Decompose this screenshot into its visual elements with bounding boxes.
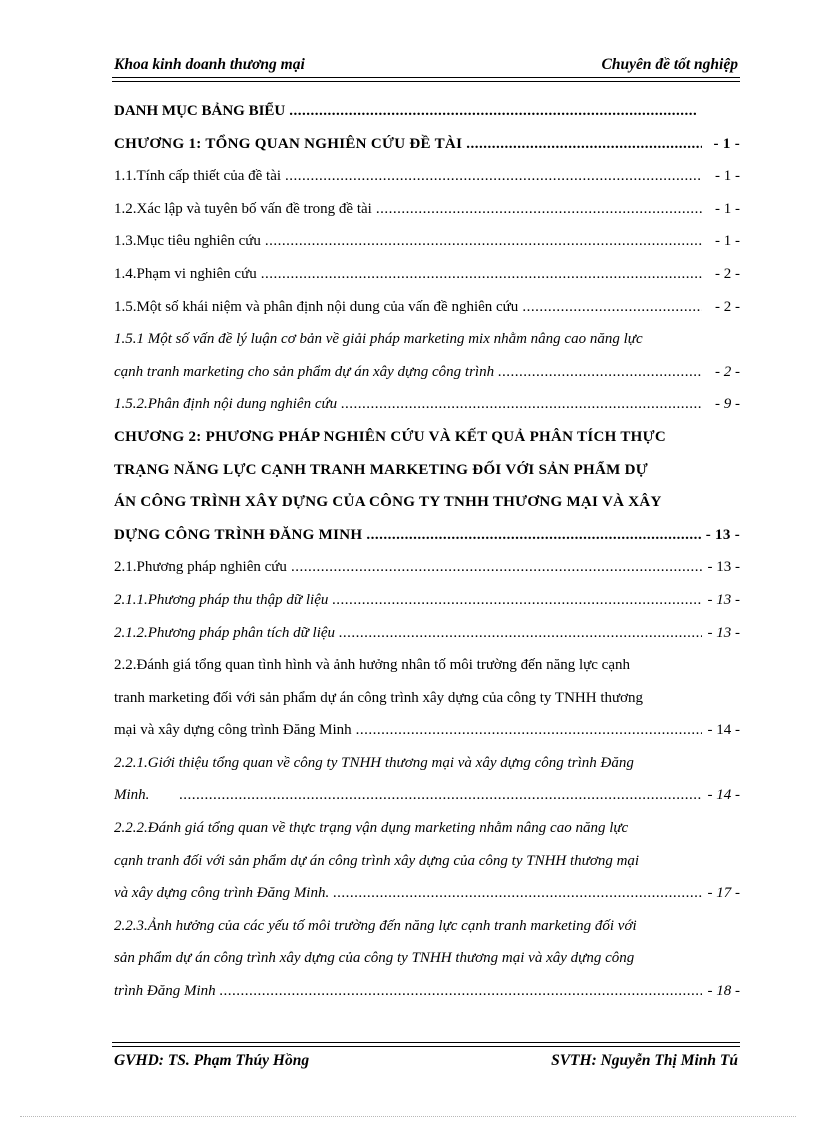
toc-page-number: - 2 - — [715, 363, 740, 380]
toc-entry-title: 1.3.Mục tiêu nghiên cứu — [114, 233, 261, 250]
toc-entry-title: trình Đăng Minh — [114, 983, 216, 1000]
footer-student: SVTH: Nguyễn Thị Minh Tú — [551, 1052, 738, 1069]
toc-entry-chapter-2[interactable] — [114, 421, 740, 551]
toc-entry-title: và xây dựng công trình Đăng Minh. — [114, 885, 330, 902]
toc-page-number: - 14 - — [707, 787, 740, 804]
toc-leader-dots — [265, 225, 702, 258]
toc-entry-title-line: CHƯƠNG 2: PHƯƠNG PHÁP NGHIÊN CỨU VÀ KẾT QUẢ PHÂN TÍCH THỰC — [114, 428, 667, 445]
toc-entry-title: DỰNG CÔNG TRÌNH ĐĂNG MINH — [114, 526, 363, 543]
toc-leader-dots — [498, 356, 702, 389]
toc-entry-title-line: tranh marketing đối với sản phẩm dự án công trình xây dựng của công ty TNHH thương — [114, 689, 644, 706]
toc-entry-2-2-3[interactable] — [114, 910, 740, 1008]
toc-entry-title-line: 2.2.1.Giới thiệu tổng quan về công ty TNHH thương mại và xây dựng công trình Đăng — [114, 754, 634, 771]
page-bottom-border — [20, 1116, 796, 1117]
toc-entry-list-of-tables[interactable] — [114, 95, 740, 128]
toc-entry-2-1[interactable] — [114, 551, 740, 584]
toc-entry-1-4[interactable] — [114, 258, 740, 291]
toc-entry-title-line: 2.2.2.Đánh giá tổng quan về thực trạng vận dụng marketing nhằm nâng cao năng lực — [114, 820, 629, 837]
toc-page-number: - 13 - — [707, 559, 740, 576]
header-rule-thick — [112, 77, 740, 78]
toc-entry-title: 2.1.Phương pháp nghiên cứu — [114, 559, 287, 576]
toc-leader-dots — [332, 584, 702, 617]
toc-entry-title: CHƯƠNG 1: TỔNG QUAN NGHIÊN CỨU ĐỀ TÀI — [114, 135, 463, 152]
footer-rule-thick — [112, 1042, 740, 1043]
toc-entry-1-3[interactable] — [114, 225, 740, 258]
toc-entry-title: Minh. — [114, 787, 150, 804]
toc-leader-dots — [333, 877, 702, 910]
toc-entry-title: 1.1.Tính cấp thiết của đề tài — [114, 168, 282, 185]
toc-page-number: - 13 - — [705, 526, 740, 543]
toc-leader-dots — [289, 95, 696, 128]
toc-entry-title-line: sản phẩm dự án công trình xây dựng của công ty TNHH thương mại và xây dựng công — [114, 950, 635, 967]
toc-leader-dots — [339, 617, 702, 650]
toc-entry-title: 2.1.2.Phương pháp phân tích dữ liệu — [114, 624, 336, 641]
toc-page-number: - 18 - — [707, 983, 740, 1000]
toc-entry-title-line: TRẠNG NĂNG LỰC CẠNH TRANH MARKETING ĐỐI VỚI SẢN PHẨM DỰ — [114, 461, 649, 478]
toc-entry-title: mại và xây dựng công trình Đăng Minh — [114, 722, 352, 739]
toc-entry-title: 1.2.Xác lập và tuyên bố vấn đề trong đề tài — [114, 200, 372, 217]
toc-entry-2-2[interactable] — [114, 649, 740, 747]
table-of-contents — [114, 95, 740, 1008]
toc-entry-title: 1.5.Một số khái niệm và phân định nội dung của vấn đề nghiên cứu — [114, 298, 519, 315]
toc-leader-dots — [522, 291, 702, 324]
toc-page-number: - 13 - — [707, 624, 740, 641]
toc-leader-dots — [261, 258, 702, 291]
toc-entry-2-2-1[interactable] — [114, 747, 740, 812]
toc-leader-dots — [376, 193, 702, 226]
page-header — [114, 52, 738, 74]
toc-entry-2-1-2[interactable] — [114, 617, 740, 650]
footer-rule-thin — [112, 1046, 740, 1047]
toc-leader-dots — [341, 388, 702, 421]
toc-entry-title-line: 1.5.1 Một số vấn đề lý luận cơ bản về giải pháp marketing mix nhằm nâng cao năng lực — [114, 331, 643, 348]
page-footer — [114, 1052, 738, 1070]
toc-entry-chapter-1[interactable] — [114, 128, 740, 161]
header-rule-thin — [112, 81, 740, 82]
toc-entry-title: 2.1.1.Phương pháp thu thập dữ liệu — [114, 591, 329, 608]
toc-entry-1-5-1[interactable] — [114, 323, 740, 388]
toc-page-number: - 17 - — [707, 885, 740, 902]
toc-entry-2-1-1[interactable] — [114, 584, 740, 617]
toc-leader-dots — [179, 779, 702, 812]
toc-page-number: - 13 - — [707, 591, 740, 608]
toc-entry-title: cạnh tranh marketing cho sản phẩm dự án xây dựng công trình — [114, 363, 495, 380]
toc-entry-title-line: 2.2.Đánh giá tổng quan tình hình và ảnh hưởng nhân tố môi trường đến năng lực cạnh — [114, 657, 630, 674]
toc-leader-dots — [291, 551, 702, 584]
toc-page-number: - 14 - — [707, 722, 740, 739]
toc-leader-dots — [220, 975, 702, 1008]
toc-page-number: - 1 - — [715, 168, 740, 185]
toc-entry-1-1[interactable] — [114, 160, 740, 193]
toc-leader-dots — [356, 714, 702, 747]
toc-entry-title-line: 2.2.3.Ảnh hưởng của các yếu tố môi trường đến năng lực cạnh tranh marketing đối với — [114, 917, 637, 934]
toc-page-number: - 1 - — [713, 135, 740, 152]
toc-entry-2-2-2[interactable] — [114, 812, 740, 910]
toc-entry-title: 1.4.Phạm vi nghiên cứu — [114, 265, 257, 282]
toc-leader-dots — [285, 160, 702, 193]
header-doc-type: Chuyên đề tốt nghiệp — [601, 56, 738, 73]
toc-page-number: - 1 - — [715, 233, 740, 250]
header-department: Khoa kinh doanh thương mại — [114, 56, 305, 73]
toc-entry-title: 1.5.2.Phân định nội dung nghiên cứu — [114, 396, 338, 413]
toc-entry-title-line: ÁN CÔNG TRÌNH XÂY DỰNG CỦA CÔNG TY TNHH THƯƠNG MẠI VÀ XÂY — [114, 494, 662, 511]
toc-entry-title-line: cạnh tranh đối với sản phẩm dự án công trình xây dựng của công ty TNHH thương mại — [114, 852, 640, 869]
toc-entry-title: DANH MỤC BẢNG BIỂU — [114, 103, 286, 119]
toc-page-number: - 2 - — [715, 265, 740, 282]
toc-page-number: - 1 - — [715, 200, 740, 217]
toc-page-number: - 9 - — [715, 396, 740, 413]
toc-leader-dots — [466, 128, 702, 161]
toc-leader-dots — [366, 519, 701, 552]
toc-page-number: - 2 - — [715, 298, 740, 315]
footer-supervisor: GVHD: TS. Phạm Thúy Hồng — [114, 1052, 310, 1069]
toc-entry-1-2[interactable] — [114, 193, 740, 226]
toc-entry-1-5[interactable] — [114, 291, 740, 324]
toc-entry-1-5-2[interactable] — [114, 388, 740, 421]
